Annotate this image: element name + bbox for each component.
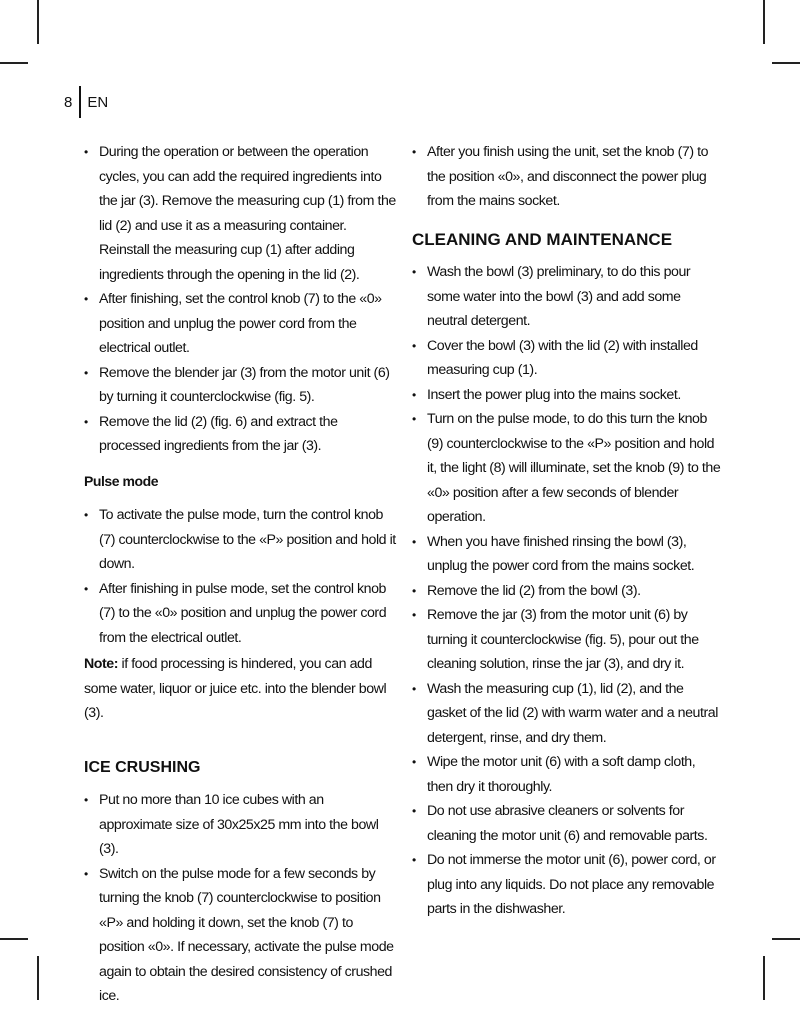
right-column [412, 140, 722, 922]
cleaning-heading: CLEANING AND MAINTENANCE [412, 229, 673, 249]
list-item: • Remove the blender jar (3) from the motor unit (6) by turning it counterclockwise (fig. 5). [84, 361, 400, 410]
list-item: • After you finish using the unit, set the knob (7) to the position «0», and disconnect the power plug from the mains socket. [412, 140, 722, 214]
list-item: • To activate the pulse mode, turn the control knob (7) counterclockwise to the «P» position and hold it down. [84, 503, 400, 577]
list-item: • When you have finished rinsing the bowl (3), unplug the power cord from the mains socket. [412, 530, 722, 579]
ice-crushing-heading: ICE CRUSHING [84, 758, 201, 776]
pulse-mode-heading: Pulse mode [84, 472, 159, 489]
pulse-mode-list [84, 503, 400, 650]
language-code: EN [87, 93, 109, 111]
crop-mark [0, 62, 28, 64]
list-item: • After finishing in pulse mode, set the control knob (7) to the «0» position and unplug the power cord from the electrical outlet. [84, 577, 400, 651]
ice-crushing-list [84, 788, 400, 1009]
crop-mark [37, 956, 39, 1000]
after-use-list [412, 140, 722, 214]
note-paragraph [84, 652, 400, 726]
crop-mark [772, 938, 800, 940]
list-item: • Put no more than 10 ice cubes with an approximate size of 30x25x25 mm into the bowl (3). [84, 788, 400, 862]
list-item: • Cover the bowl (3) with the lid (2) with installed measuring cup (1). [412, 334, 722, 383]
list-item: • Turn on the pulse mode, to do this turn the knob (9) counterclockwise to the «P» position and hold it, the light (8) will illuminate, set the knob (9) to the «0» position after a few seconds of blender operation. [412, 407, 722, 530]
note-text: if food processing is hindered, you can add some water, liquor or juice etc. into the blender bowl (3). [84, 656, 387, 721]
crop-mark [0, 938, 28, 940]
list-item: • Remove the lid (2) (fig. 6) and extract the processed ingredients from the jar (3). [84, 410, 400, 459]
list-item: • Wipe the motor unit (6) with a soft damp cloth, then dry it thoroughly. [412, 750, 722, 799]
list-item: • Do not immerse the motor unit (6), power cord, or plug into any liquids. Do not place any removable parts in the dishwasher. [412, 848, 722, 922]
list-item: • Remove the jar (3) from the motor unit (6) by turning it counterclockwise (fig. 5), pour out the cleaning solution, rinse the jar (3), and dry it. [412, 603, 722, 677]
list-item: • Remove the lid (2) from the bowl (3). [412, 579, 722, 604]
list-item: • Switch on the pulse mode for a few seconds by turning the knob (7) counterclockwise to position «P» and holding it down, set the knob (7) to position «0». If necessary, activate the pulse mode again to obtain the desired consistency of crushed ice. [84, 862, 400, 1009]
page-header [64, 86, 108, 118]
header-separator [79, 86, 81, 118]
note-label: Note: [84, 656, 119, 672]
left-column [84, 140, 400, 1009]
list-item: • Do not use abrasive cleaners or solvents for cleaning the motor unit (6) and removable parts. [412, 799, 722, 848]
list-item: • Insert the power plug into the mains socket. [412, 383, 722, 408]
crop-mark [772, 62, 800, 64]
page-number: 8 [64, 93, 73, 111]
crop-mark [37, 0, 39, 44]
operation-list [84, 140, 400, 459]
list-item: • During the operation or between the operation cycles, you can add the required ingredients into the jar (3). Remove the measuring cup (1) from the lid (2) and use it as a measuring container. Reinstall the measuring cup (1) after adding ingredients through the opening in the lid (2). [84, 140, 400, 287]
crop-mark [763, 956, 765, 1000]
list-item: • Wash the bowl (3) preliminary, to do this pour some water into the bowl (3) and add some neutral detergent. [412, 260, 722, 334]
list-item: • After finishing, set the control knob (7) to the «0» position and unplug the power cord from the electrical outlet. [84, 287, 400, 361]
crop-mark [763, 0, 765, 44]
list-item: • Wash the measuring cup (1), lid (2), and the gasket of the lid (2) with warm water and a neutral detergent, rinse, and dry them. [412, 677, 722, 751]
cleaning-list [412, 260, 722, 922]
